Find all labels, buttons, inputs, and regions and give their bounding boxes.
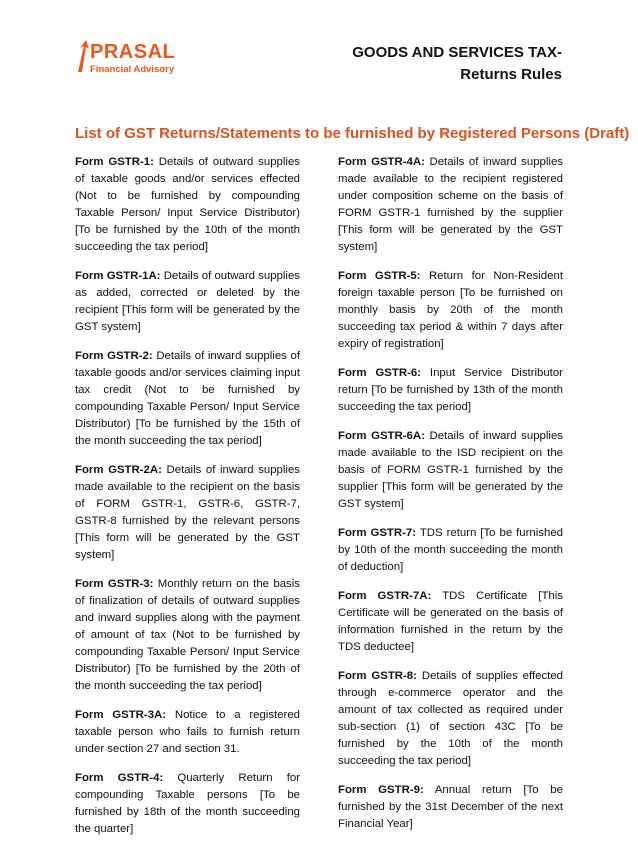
form-label: Form GSTR-3: — [75, 578, 154, 590]
form-description: Details of supplies effected through e-commerce operator and the amount of tax collected as required under sub-section (1) of section 43C [To be furnished by the 10th of the month succeeding the tax period] — [338, 670, 563, 767]
form-label: Form GSTR-1: — [75, 156, 154, 168]
form-entry — [75, 462, 300, 564]
form-entry — [75, 707, 300, 758]
form-description: Return for Non-Resident foreign taxable person [To be furnished on monthly basis by 20th of the month succeeding tax period & within 7 days after expiry of registration] — [338, 270, 563, 350]
document-subtitle: Returns Rules — [460, 66, 562, 83]
form-label: Form GSTR-5: — [338, 270, 421, 282]
form-label: Form GSTR-7A: — [338, 590, 432, 602]
form-entry — [338, 268, 563, 353]
form-description: Details of outward supplies of taxable goods and/or services effected (Not to be furnished by compounding Taxable Person/ Input Service Distributor) [To be furnished by the 10th of the month succeeding the tax period] — [75, 156, 300, 253]
form-description: Quarterly Return for compounding Taxable persons [To be furnished by 18th of the month succeeding the quarter] — [75, 772, 300, 835]
document-title: GOODS AND SERVICES TAX- — [352, 44, 562, 61]
form-entry — [338, 588, 563, 656]
right-column — [338, 154, 563, 845]
form-entry — [338, 668, 563, 770]
form-description: TDS Certificate [This Certificate will be generated on the basis of information furnished in the return by the TDS deductee] — [338, 590, 563, 653]
form-description: Details of inward supplies made available to the recipient on the basis of FORM GSTR-1, GSTR-6, GSTR-7, GSTR-8 furnished by the relevant persons [This form will be generated by the GST system] — [75, 464, 300, 561]
form-label: Form GSTR-2A: — [75, 464, 162, 476]
form-description: Details of inward supplies made available to the recipient registered under composition scheme on the basis of FORM GSTR-1 furnished by the supplier [This form will be generated by the GST system] — [338, 156, 563, 253]
logo-tagline: Financial Advisory — [90, 64, 175, 75]
form-entry — [75, 770, 300, 838]
left-column — [75, 154, 300, 850]
form-description: Input Service Distributor return [To be furnished by 13th of the month succeeding the tax period] — [338, 367, 563, 413]
form-entry — [338, 154, 563, 256]
form-description: TDS return [To be furnished by 10th of the month succeeding the month of deduction] — [338, 527, 563, 573]
form-entry — [338, 428, 563, 513]
form-description: Details of inward supplies of taxable goods and/or services claiming input tax credit (Not to be furnished by compounding Taxable Person/ Input Service Distributor) [To be furnished by the 15th of the month succeeding the tax period] — [75, 350, 300, 447]
form-label: Form GSTR-6A: — [338, 430, 425, 442]
form-description: Notice to a registered taxable person who fails to furnish return under section 27 and section 31. — [75, 709, 300, 755]
form-label: Form GSTR-4A: — [338, 156, 425, 168]
form-description: Monthly return on the basis of finalization of details of outward supplies and inward supplies along with the payment of amount of tax (Not to be furnished by compounding Taxable Person/ Input Service Distributor) [To be furnished by the 20th of the month succeeding the tax period] — [75, 578, 300, 692]
form-entry — [338, 365, 563, 416]
form-description: Details of outward supplies as added, corrected or deleted by the recipient [This form will be generated by the GST system] — [75, 270, 300, 333]
form-entry — [75, 348, 300, 450]
form-entry — [338, 782, 563, 833]
form-label: Form GSTR-8: — [338, 670, 417, 682]
form-label: Form GSTR-4: — [75, 772, 164, 784]
company-logo — [74, 40, 184, 90]
form-description: Annual return [To be furnished by the 31st December of the next Financial Year] — [338, 784, 563, 830]
form-label: Form GSTR-7: — [338, 527, 417, 539]
section-heading: List of GST Returns/Statements to be furnished by Registered Persons (Draft) — [75, 125, 630, 142]
form-entry — [338, 525, 563, 576]
form-entry — [75, 268, 300, 336]
form-label: Form GSTR-6: — [338, 367, 421, 379]
form-entry — [75, 576, 300, 695]
form-label: Form GSTR-2: — [75, 350, 153, 362]
logo-name: PRASAL — [90, 41, 176, 63]
form-description: Details of inward supplies made available to the ISD recipient on the basis of FORM GSTR-1 furnished by the supplier [This form will be generated by the GST system] — [338, 430, 563, 510]
form-entry — [75, 154, 300, 256]
form-label: Form GSTR-1A: — [75, 270, 161, 282]
form-label: Form GSTR-9: — [338, 784, 424, 796]
form-label: Form GSTR-3A: — [75, 709, 167, 721]
